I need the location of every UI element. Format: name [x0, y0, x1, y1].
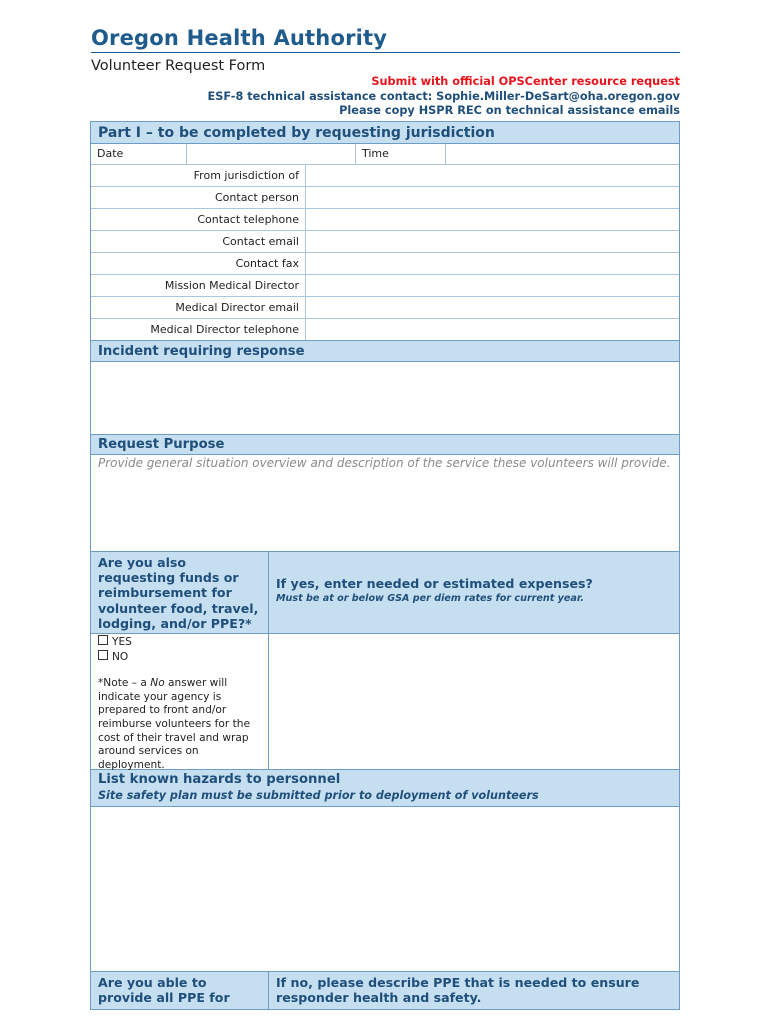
date-field[interactable] [187, 144, 356, 164]
copy-note: Please copy HSPR REC on technical assistance emails [339, 104, 680, 117]
option-no[interactable] [91, 650, 268, 665]
request-form [90, 121, 680, 1010]
field-label: From jurisdiction of [91, 165, 306, 186]
hazards-header [91, 770, 679, 807]
field-label: Medical Director telephone [91, 319, 306, 340]
hazards-subheading: Site safety plan must be submitted prior to deployment of volunteers [98, 789, 539, 802]
contact-email-input[interactable] [306, 231, 679, 252]
purpose-heading: Request Purpose [91, 435, 679, 455]
ppe-describe: If no, please describe PPE that is needed to ensure responder health and safety. [269, 972, 679, 1009]
expenses-heading: If yes, enter needed or estimated expenses? [276, 576, 593, 591]
funds-header-row [91, 552, 679, 634]
funds-question: Are you also requesting funds or reimbursement for volunteer food, travel, lodging, and/or PPE?* [91, 552, 269, 633]
page-title: Oregon Health Authority [91, 26, 388, 50]
time-field[interactable] [446, 144, 679, 164]
incident-textarea[interactable] [91, 362, 679, 435]
form-subtitle: Volunteer Request Form [91, 58, 266, 74]
field-row [91, 253, 679, 275]
contact-telephone-input[interactable] [306, 209, 679, 230]
field-label: Medical Director email [91, 297, 306, 318]
medical-director-email-input[interactable] [306, 297, 679, 318]
part1-heading: Part I – to be completed by requesting jurisdiction [91, 122, 679, 144]
field-label: Contact person [91, 187, 306, 208]
field-row [91, 319, 679, 341]
field-label: Mission Medical Director [91, 275, 306, 296]
contact-person-input[interactable] [306, 187, 679, 208]
ppe-question: Are you able to provide all PPE for [91, 972, 269, 1009]
field-row [91, 231, 679, 253]
ppe-row [91, 972, 679, 1009]
field-label: Contact telephone [91, 209, 306, 230]
field-row [91, 297, 679, 319]
field-row [91, 209, 679, 231]
no-checkbox[interactable] [98, 650, 108, 660]
date-time-row [91, 144, 679, 165]
contact-fax-input[interactable] [306, 253, 679, 274]
no-label: NO [112, 650, 129, 663]
option-yes[interactable] [91, 635, 268, 650]
hazards-heading: List known hazards to personnel [98, 772, 341, 787]
jurisdiction-input[interactable] [306, 165, 679, 186]
funds-note: *Note – a No answer will indicate your agency is prepared to front and/or reimburse volunteers for the cost of their travel and wrap around services on deployment. [98, 677, 250, 771]
funds-answer-row [91, 634, 679, 770]
expenses-input[interactable] [269, 634, 679, 769]
hazards-textarea[interactable] [91, 807, 679, 972]
header-notes [208, 75, 680, 119]
time-label: Time [356, 144, 446, 164]
field-row [91, 275, 679, 297]
medical-director-input[interactable] [306, 275, 679, 296]
field-label: Contact email [91, 231, 306, 252]
field-row [91, 187, 679, 209]
date-label: Date [91, 144, 187, 164]
expenses-header [269, 552, 679, 633]
yes-checkbox[interactable] [98, 635, 108, 645]
medical-director-telephone-input[interactable] [306, 319, 679, 340]
submit-note: Submit with official OPSCenter resource request [371, 75, 680, 88]
purpose-hint: Provide general situation overview and description of the service these volunteers will provide. [98, 456, 671, 470]
funds-answer [91, 634, 269, 769]
field-label: Contact fax [91, 253, 306, 274]
incident-heading: Incident requiring response [91, 341, 679, 362]
field-row [91, 165, 679, 187]
title-divider [91, 52, 680, 53]
expenses-subheading: Must be at or below GSA per diem rates for current year. [276, 593, 584, 605]
purpose-textarea[interactable] [91, 455, 679, 552]
contact-note: ESF-8 technical assistance contact: Sophie.Miller-DeSart@oha.oregon.gov [207, 89, 680, 103]
yes-label: YES [112, 636, 132, 648]
